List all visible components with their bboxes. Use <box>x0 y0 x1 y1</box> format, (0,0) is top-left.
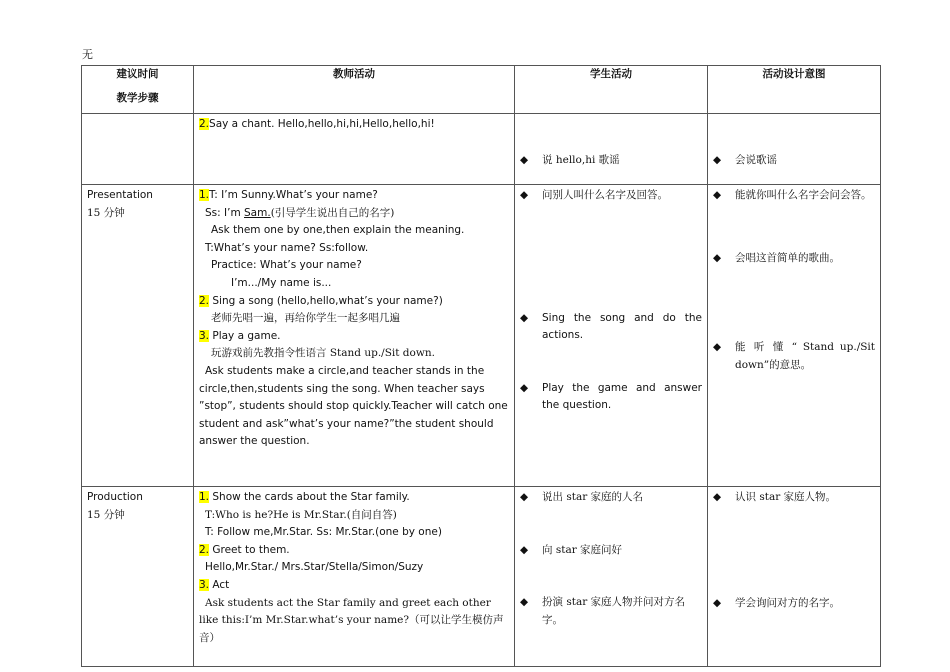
intent-cell <box>708 185 881 487</box>
list-item: ◆ 扮演 star 家庭人物并问对方名字。 <box>520 594 702 629</box>
student-cell <box>515 114 708 185</box>
list-item: ◆ 问别人叫什么名字及回答。 <box>520 187 702 205</box>
table-row-chant <box>82 114 881 185</box>
diamond-bullet-icon: ◆ <box>520 311 529 324</box>
header-teacher: 教师活动 <box>194 66 515 114</box>
lesson-plan-table <box>81 65 881 667</box>
step-cell <box>82 185 194 487</box>
diamond-bullet-icon: ◆ <box>713 251 722 264</box>
header-time-step <box>82 66 194 114</box>
step-number-badge: 2. <box>199 543 210 556</box>
teacher-line: 2.Say a chant. Hello,hello,hi,hi,Hello,hello,hi! <box>199 118 435 130</box>
step-number-badge: 3. <box>199 329 210 342</box>
list-item: ◆ 能就你叫什么名字会问会答。 <box>713 187 875 205</box>
step-cell <box>82 487 194 667</box>
diamond-bullet-icon: ◆ <box>520 189 529 201</box>
step-name: Presentation <box>87 189 153 201</box>
diamond-bullet-icon: ◆ <box>713 153 722 166</box>
header-step: 教学步骤 <box>116 91 159 104</box>
list-item: ◆ 向 star 家庭问好 <box>520 542 702 560</box>
student-cell <box>515 185 708 487</box>
list-item: ◆ 学会询问对方的名字。 <box>713 595 875 613</box>
step-cell-empty <box>82 114 194 185</box>
diamond-bullet-icon: ◆ <box>713 596 722 609</box>
step-name: Production <box>87 491 143 503</box>
diamond-bullet-icon: ◆ <box>520 381 529 394</box>
step-number-badge: 3. <box>199 578 210 591</box>
diamond-bullet-icon: ◆ <box>713 491 722 503</box>
diamond-bullet-icon: ◆ <box>713 189 722 201</box>
teacher-cell <box>194 114 515 185</box>
top-note: 无 <box>82 48 93 61</box>
list-item: ◆ 说出 star 家庭的人名 <box>520 489 702 507</box>
step-number-badge: 1. <box>199 491 210 503</box>
intent-cell <box>708 114 881 185</box>
teacher-cell: 1. Show the cards about the Star family. T:Who is he?He is Mr.Star.(自问自答) T: Follow me,Mr.Star. Ss: Mr.Star.(one by one) 2. Greet to them. Hello,Mr.Star./ Mrs.Star/Stella/Simon/Suzy 3. Act Ask students act the Star family and greet each other like this:I’m Mr.Star.what’s your name?（可以让学生模仿声音） <box>194 487 515 667</box>
list-item: ◆ Sing the song and do the actions. <box>520 310 702 345</box>
list-item: ◆ 会唱这首简单的歌曲。 <box>713 250 875 268</box>
list-item: ◆ 能 听 懂 “ Stand up./Sit down”的意思。 <box>713 339 875 374</box>
list-item: ◆ 说 hello,hi 歌谣 <box>520 152 702 170</box>
teacher-cell: 1.T: I’m Sunny.What’s your name? Ss: I’m Sam.(引导学生说出自己的名字) Ask them one by one,then explain the meaning. T:What’s your name? Ss:follow. Practice: What’s your name? I’m.../My name is... 2. Sing a song (hello,hello,what’s your name?) 老师先唱一遍，再给你学生一起多唱几遍 3. Play a game. 玩游戏前先教指令性语言 Stand up./Sit down. Ask students make a circle,and teacher stands in the circle,then,students sing the song. When teacher says ”stop”, students should stop quickly.Teacher will catch one student and ask”what’s your name?”the student should answer the question. <box>194 185 515 487</box>
list-item: ◆ 认识 star 家庭人物。 <box>713 489 875 507</box>
list-item: ◆ Play the game and answer the question. <box>520 380 702 415</box>
header-intent: 活动设计意图 <box>708 66 881 114</box>
step-number-badge: 2. <box>199 118 210 130</box>
diamond-bullet-icon: ◆ <box>520 153 529 166</box>
header-row <box>82 66 881 114</box>
header-student: 学生活动 <box>515 66 708 114</box>
table-row-presentation <box>82 185 881 487</box>
header-time: 建议时间 <box>116 68 159 80</box>
step-time: 15 分钟 <box>87 206 125 219</box>
list-item: ◆ 会说歌谣 <box>713 152 875 170</box>
diamond-bullet-icon: ◆ <box>520 596 529 609</box>
step-number-badge: 1. <box>199 189 210 201</box>
step-time: 15 分钟 <box>87 508 125 521</box>
intent-cell <box>708 487 881 667</box>
diamond-bullet-icon: ◆ <box>713 341 722 354</box>
table-row-production <box>82 487 881 667</box>
step-number-badge: 2. <box>199 294 210 307</box>
student-cell <box>515 487 708 667</box>
diamond-bullet-icon: ◆ <box>520 543 529 556</box>
diamond-bullet-icon: ◆ <box>520 491 529 503</box>
